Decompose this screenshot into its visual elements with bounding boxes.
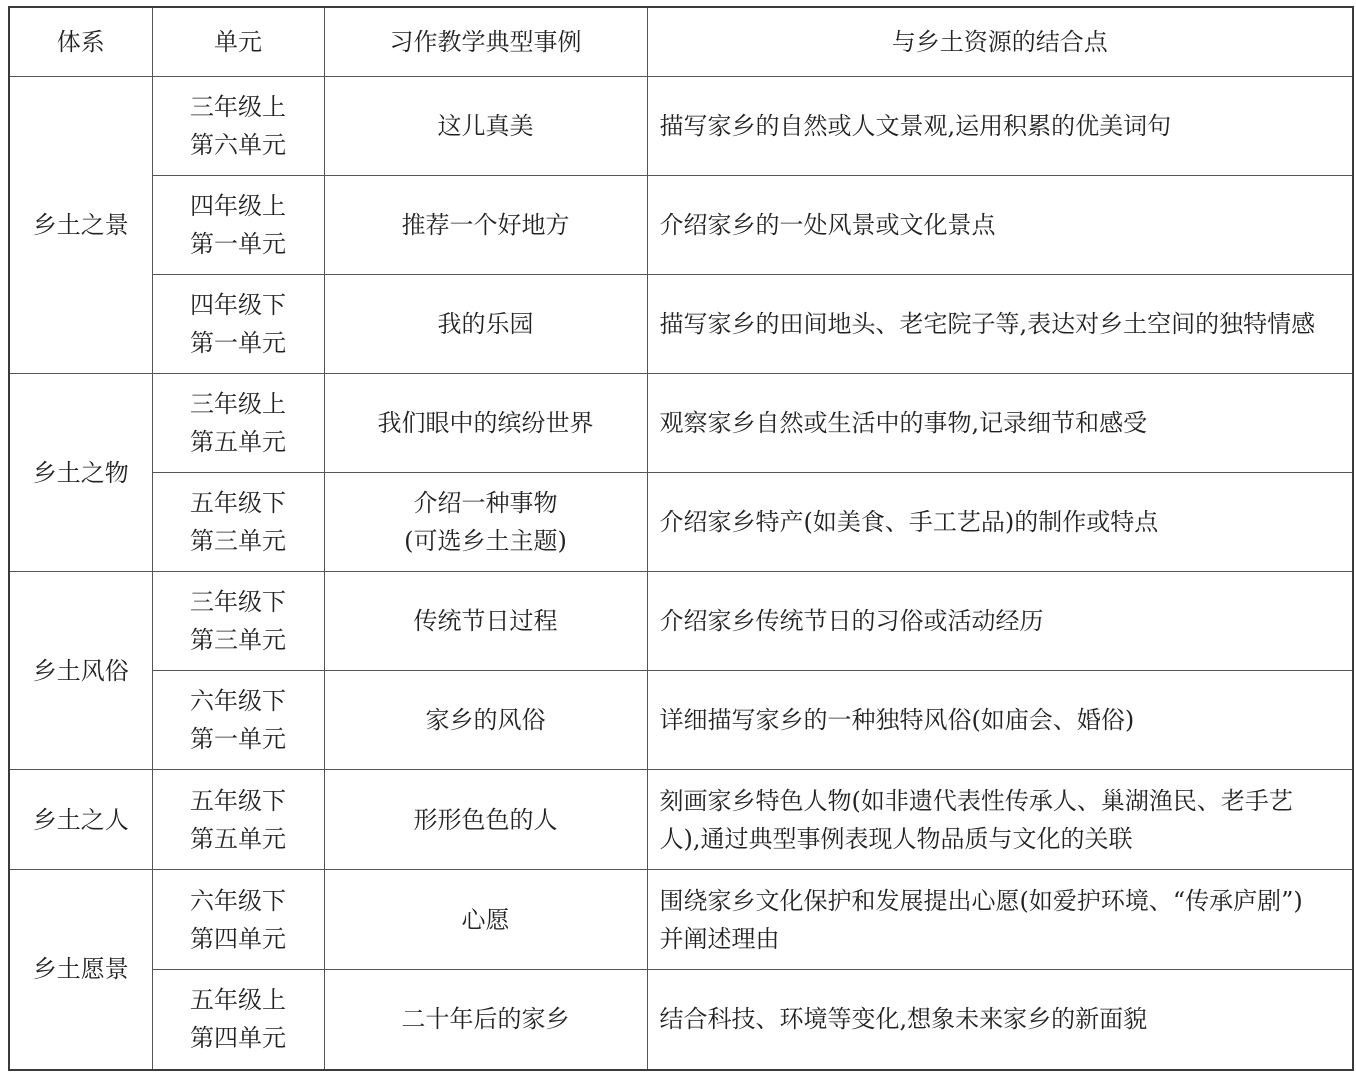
system-cell: 乡土愿景 [9, 870, 152, 1070]
unit-cell [152, 870, 324, 970]
connection-text-cont: 并阐述理由 [659, 924, 780, 953]
unit-cell [152, 473, 324, 572]
header-row [9, 7, 1353, 77]
unit-cell [152, 374, 324, 473]
table-row [9, 374, 1353, 473]
table-row [9, 970, 1353, 1070]
unit-number: 第五单元 [190, 824, 286, 853]
unit-grade: 五年级上 [190, 986, 286, 1015]
example-text: 家乡的风俗 [425, 706, 546, 734]
example-text: 心愿 [461, 905, 510, 934]
unit-grade: 六年级下 [190, 687, 286, 715]
example-cell [324, 176, 647, 275]
connection-cell [647, 275, 1353, 374]
connection-text: 结合科技、环境等变化,想象未来家乡的新面貌 [659, 1005, 1148, 1034]
connection-cell [647, 870, 1353, 970]
table-row [9, 473, 1353, 572]
header-example: 习作教学典型事例 [324, 7, 647, 77]
table-row [9, 572, 1353, 671]
connection-text: 介绍家乡传统节日的习俗或活动经历 [659, 607, 1044, 635]
connection-text: 详细描写家乡的一种独特风俗(如庙会、婚俗) [659, 706, 1135, 734]
example-text: 二十年后的家乡 [401, 1005, 570, 1034]
unit-cell [152, 770, 324, 870]
table-row [9, 176, 1353, 275]
unit-cell [152, 572, 324, 671]
connection-cell [647, 770, 1353, 870]
unit-grade: 五年级下 [190, 786, 286, 815]
connection-text: 介绍家乡的一处风景或文化景点 [659, 211, 996, 239]
connection-text-cont: 人),通过典型事例表现人物品质与文化的关联 [659, 824, 1133, 853]
table-row [9, 870, 1353, 970]
example-text: 推荐一个好地方 [401, 211, 570, 239]
connection-cell [647, 374, 1353, 473]
connection-text: 刻画家乡特色人物(如非遗代表性传承人、巢湖渔民、老手艺 [659, 786, 1293, 815]
unit-number: 第四单元 [190, 924, 286, 953]
connection-text: 描写家乡的自然或人文景观,运用积累的优美词句 [659, 112, 1172, 140]
example-cell [324, 870, 647, 970]
unit-grade: 三年级上 [190, 93, 286, 121]
example-cell [324, 473, 647, 572]
system-cell: 乡土风俗 [9, 572, 152, 770]
unit-number: 第三单元 [190, 626, 286, 654]
example-cell [324, 374, 647, 473]
table-row [9, 77, 1353, 176]
system-cell: 乡土之景 [9, 77, 152, 374]
header-connection: 与乡土资源的结合点 [647, 7, 1353, 77]
example-subtext: (可选乡土主题) [404, 527, 567, 555]
unit-number: 第一单元 [190, 230, 286, 258]
example-text: 我的乐园 [437, 310, 534, 338]
connection-cell [647, 671, 1353, 770]
unit-grade: 六年级下 [190, 886, 286, 915]
example-text: 形形色色的人 [413, 805, 558, 834]
connection-cell [647, 473, 1353, 572]
curriculum-table [8, 6, 1354, 1071]
unit-grade: 三年级下 [190, 588, 286, 616]
unit-cell [152, 671, 324, 770]
unit-number: 第五单元 [190, 428, 286, 456]
header-system: 体系 [9, 7, 152, 77]
unit-grade: 五年级下 [190, 489, 286, 517]
unit-grade: 三年级上 [190, 390, 286, 418]
example-cell [324, 671, 647, 770]
connection-cell [647, 176, 1353, 275]
example-cell [324, 970, 647, 1070]
connection-text: 观察家乡自然或生活中的事物,记录细节和感受 [659, 409, 1148, 437]
table-row [9, 770, 1353, 870]
example-text: 传统节日过程 [413, 607, 558, 635]
example-text: 介绍一种事物 [413, 489, 558, 517]
unit-cell [152, 970, 324, 1070]
header-unit: 单元 [152, 7, 324, 77]
unit-number: 第三单元 [190, 527, 286, 555]
unit-number: 第一单元 [190, 725, 286, 753]
example-text: 这儿真美 [437, 112, 534, 140]
connection-text: 介绍家乡特产(如美食、手工艺品)的制作或特点 [659, 508, 1159, 536]
connection-cell [647, 970, 1353, 1070]
unit-cell [152, 275, 324, 374]
connection-cell [647, 572, 1353, 671]
unit-cell [152, 77, 324, 176]
unit-grade: 四年级下 [190, 291, 286, 319]
table-row [9, 275, 1353, 374]
unit-number: 第六单元 [190, 131, 286, 159]
example-cell [324, 275, 647, 374]
system-cell: 乡土之人 [9, 770, 152, 870]
example-cell [324, 77, 647, 176]
unit-grade: 四年级上 [190, 192, 286, 220]
unit-number: 第四单元 [190, 1024, 286, 1053]
connection-text: 围绕家乡文化保护和发展提出心愿(如爱护环境、“传承庐剧”) [659, 886, 1303, 915]
example-text: 我们眼中的缤纷世界 [377, 409, 594, 437]
unit-cell [152, 176, 324, 275]
connection-text: 描写家乡的田间地头、老宅院子等,表达对乡土空间的独特情感 [659, 310, 1316, 338]
table-row [9, 671, 1353, 770]
connection-cell [647, 77, 1353, 176]
system-cell: 乡土之物 [9, 374, 152, 572]
example-cell [324, 572, 647, 671]
example-cell [324, 770, 647, 870]
unit-number: 第一单元 [190, 329, 286, 357]
